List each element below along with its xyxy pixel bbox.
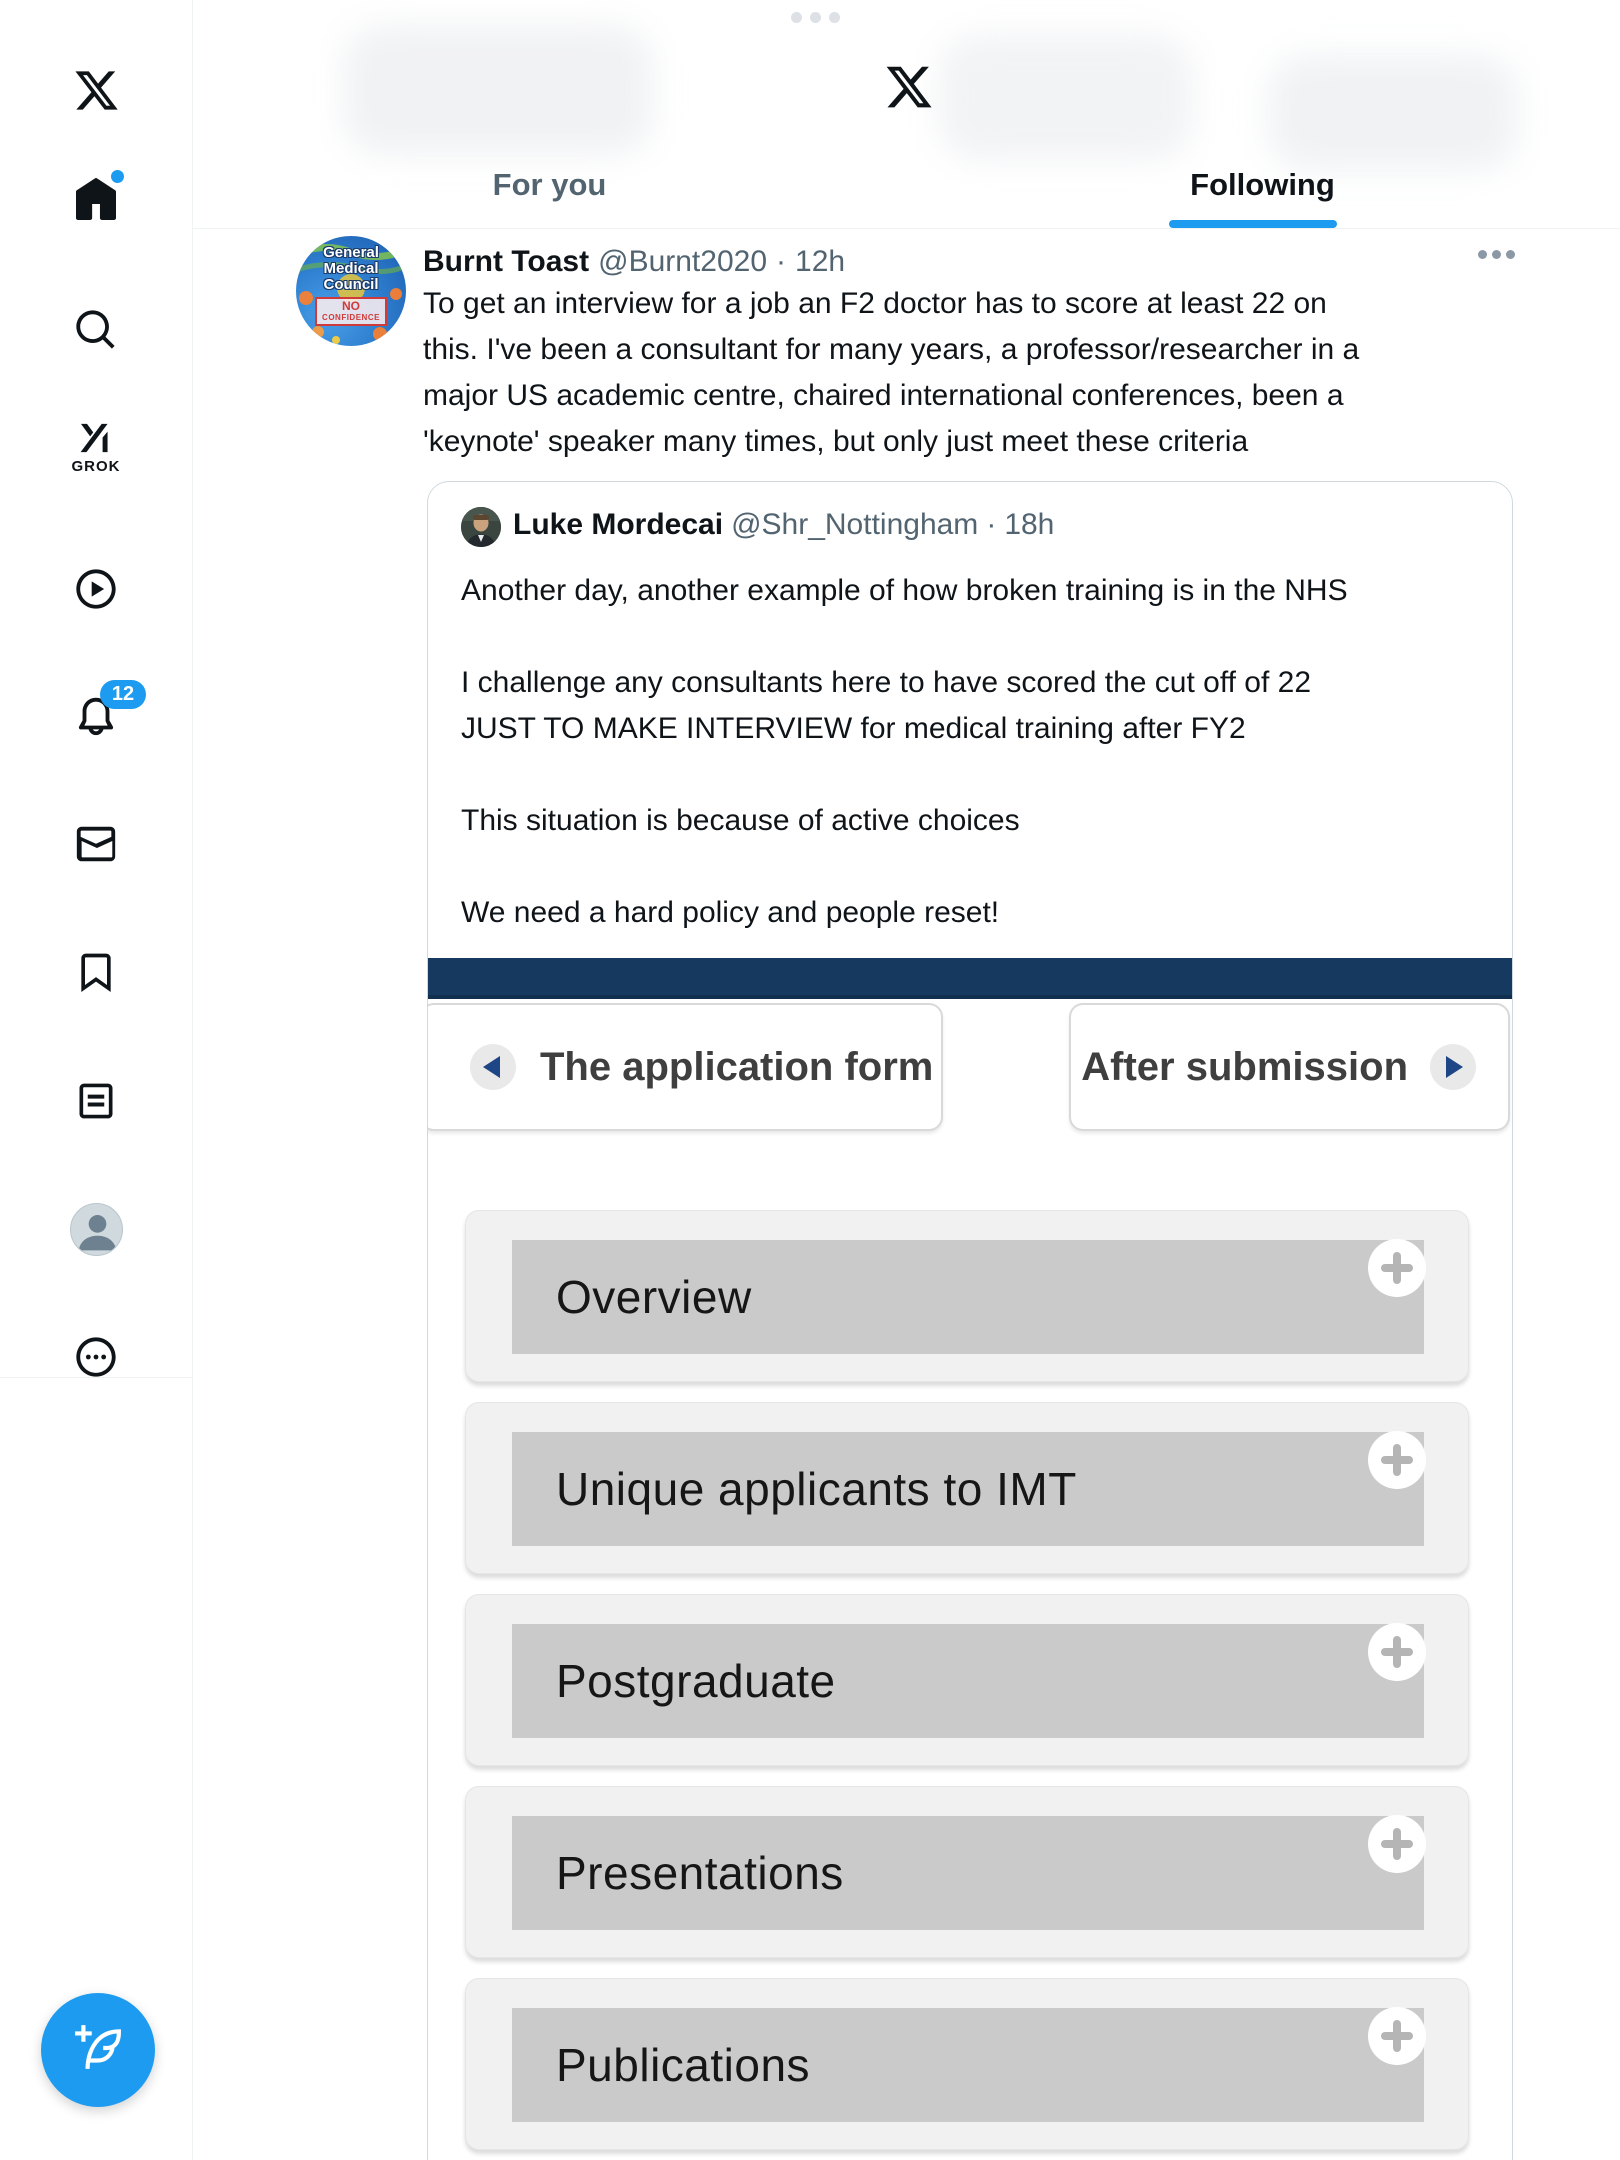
grok-label: GROK [71, 458, 121, 475]
accordion-publications [465, 1978, 1469, 2150]
quoted-tweet-card[interactable] [427, 481, 1513, 2160]
x-header-logo-icon[interactable] [884, 62, 934, 117]
tweet-text-line: this. I've been a consultant for many years, a professor/researcher in a [423, 333, 1360, 366]
tweet-author-avatar[interactable] [296, 236, 406, 346]
loading-dots [791, 12, 840, 23]
messages-mail-icon[interactable] [70, 818, 122, 870]
quote-text-line: We need a hard policy and people reset! [461, 896, 1000, 929]
tweet-timestamp[interactable]: 12h [795, 245, 846, 278]
accordion-title: Postgraduate [556, 1655, 836, 1707]
tweet-author-handle[interactable]: @Burnt2020 [598, 245, 768, 278]
tweet-text-line: major US academic centre, chaired international conferences, been a [423, 379, 1344, 412]
quote-text-line: JUST TO MAKE INTERVIEW for medical training after FY2 [461, 712, 1246, 745]
tweet-more-menu-icon[interactable] [1478, 250, 1515, 259]
embed-navy-header-bar [428, 958, 1513, 999]
quote-author-avatar[interactable] [461, 507, 501, 547]
plus-expand-icon [1368, 1623, 1426, 1681]
notification-count-badge: 12 [100, 680, 146, 709]
active-tab-underline [1169, 220, 1337, 228]
accordion-title: Presentations [556, 1847, 844, 1899]
embed-tab-after-submission [1069, 1003, 1510, 1131]
quote-text [461, 568, 1481, 936]
accordion-presentations [465, 1786, 1469, 1958]
quote-text-line: I challenge any consultants here to have scored the cut off of 22 [461, 666, 1312, 699]
tweet-text-line: 'keynote' speaker many times, but only just meet these criteria [423, 425, 1249, 458]
grok-icon[interactable] [70, 412, 122, 475]
search-icon[interactable] [70, 304, 122, 356]
header-blur-blob [938, 35, 1193, 160]
header-blur-blob [343, 25, 653, 155]
accordion-title: Overview [556, 1271, 752, 1323]
more-circle-icon[interactable] [70, 1331, 122, 1383]
home-new-indicator [111, 170, 124, 183]
quote-header-row [513, 508, 1054, 542]
tweet-meta-separator: · [776, 245, 787, 278]
sidebar [0, 0, 193, 2160]
tweet-text [423, 281, 1523, 465]
plus-expand-icon [1368, 1815, 1426, 1873]
timeline [193, 0, 1620, 2160]
embed-tab-right-label: After submission [1081, 1044, 1408, 1089]
accordion-title: Unique applicants to IMT [556, 1463, 1077, 1515]
quote-text-line: This situation is because of active choices [461, 804, 1020, 837]
video-icon[interactable] [70, 563, 122, 615]
plus-expand-icon [1368, 1239, 1426, 1297]
compose-button[interactable] [41, 1993, 155, 2107]
plus-expand-icon [1368, 2007, 1426, 2065]
arrow-right-icon [1430, 1044, 1476, 1090]
accordion-title: Publications [556, 2039, 811, 2091]
quote-author-handle[interactable]: @Shr_Nottingham [731, 508, 979, 541]
home-icon[interactable] [70, 174, 122, 226]
quote-author-name[interactable]: Luke Mordecai [513, 508, 724, 541]
embed-tab-left-label: The application form [540, 1044, 934, 1089]
quote-text-line: Another day, another example of how broken training is in the NHS [461, 574, 1348, 607]
avatar-gmc-text: General Medical Council [323, 244, 379, 293]
arrow-left-icon [470, 1044, 516, 1090]
tweet-header-row [423, 243, 1513, 281]
accordion-unique-applicants [465, 1402, 1469, 1574]
compose-feather-icon [73, 2023, 123, 2078]
tab-for-you[interactable]: For you [492, 167, 607, 202]
quote-timestamp[interactable]: 18h [1004, 508, 1055, 541]
bookmark-icon[interactable] [70, 946, 122, 998]
avatar-no-confidence-stamp: NO CONFIDENCE [315, 297, 387, 326]
articles-icon[interactable] [70, 1075, 122, 1127]
tweet-author-name[interactable]: Burnt Toast [423, 245, 590, 278]
accordion-postgraduate [465, 1594, 1469, 1766]
x-logo-icon[interactable] [70, 64, 122, 116]
tweet-text-line: To get an interview for a job an F2 doctor has to score at least 22 on [423, 287, 1327, 320]
notifications-bell-icon[interactable] [70, 683, 135, 742]
quote-meta-separator: · [986, 508, 997, 541]
quote-embedded-image[interactable] [428, 958, 1513, 2160]
plus-expand-icon [1368, 1431, 1426, 1489]
tab-following[interactable]: Following [1190, 167, 1335, 202]
accordion-overview [465, 1210, 1469, 1382]
profile-avatar[interactable] [70, 1203, 123, 1256]
timeline-header [193, 0, 1620, 229]
embed-tab-application-form [427, 1003, 943, 1131]
